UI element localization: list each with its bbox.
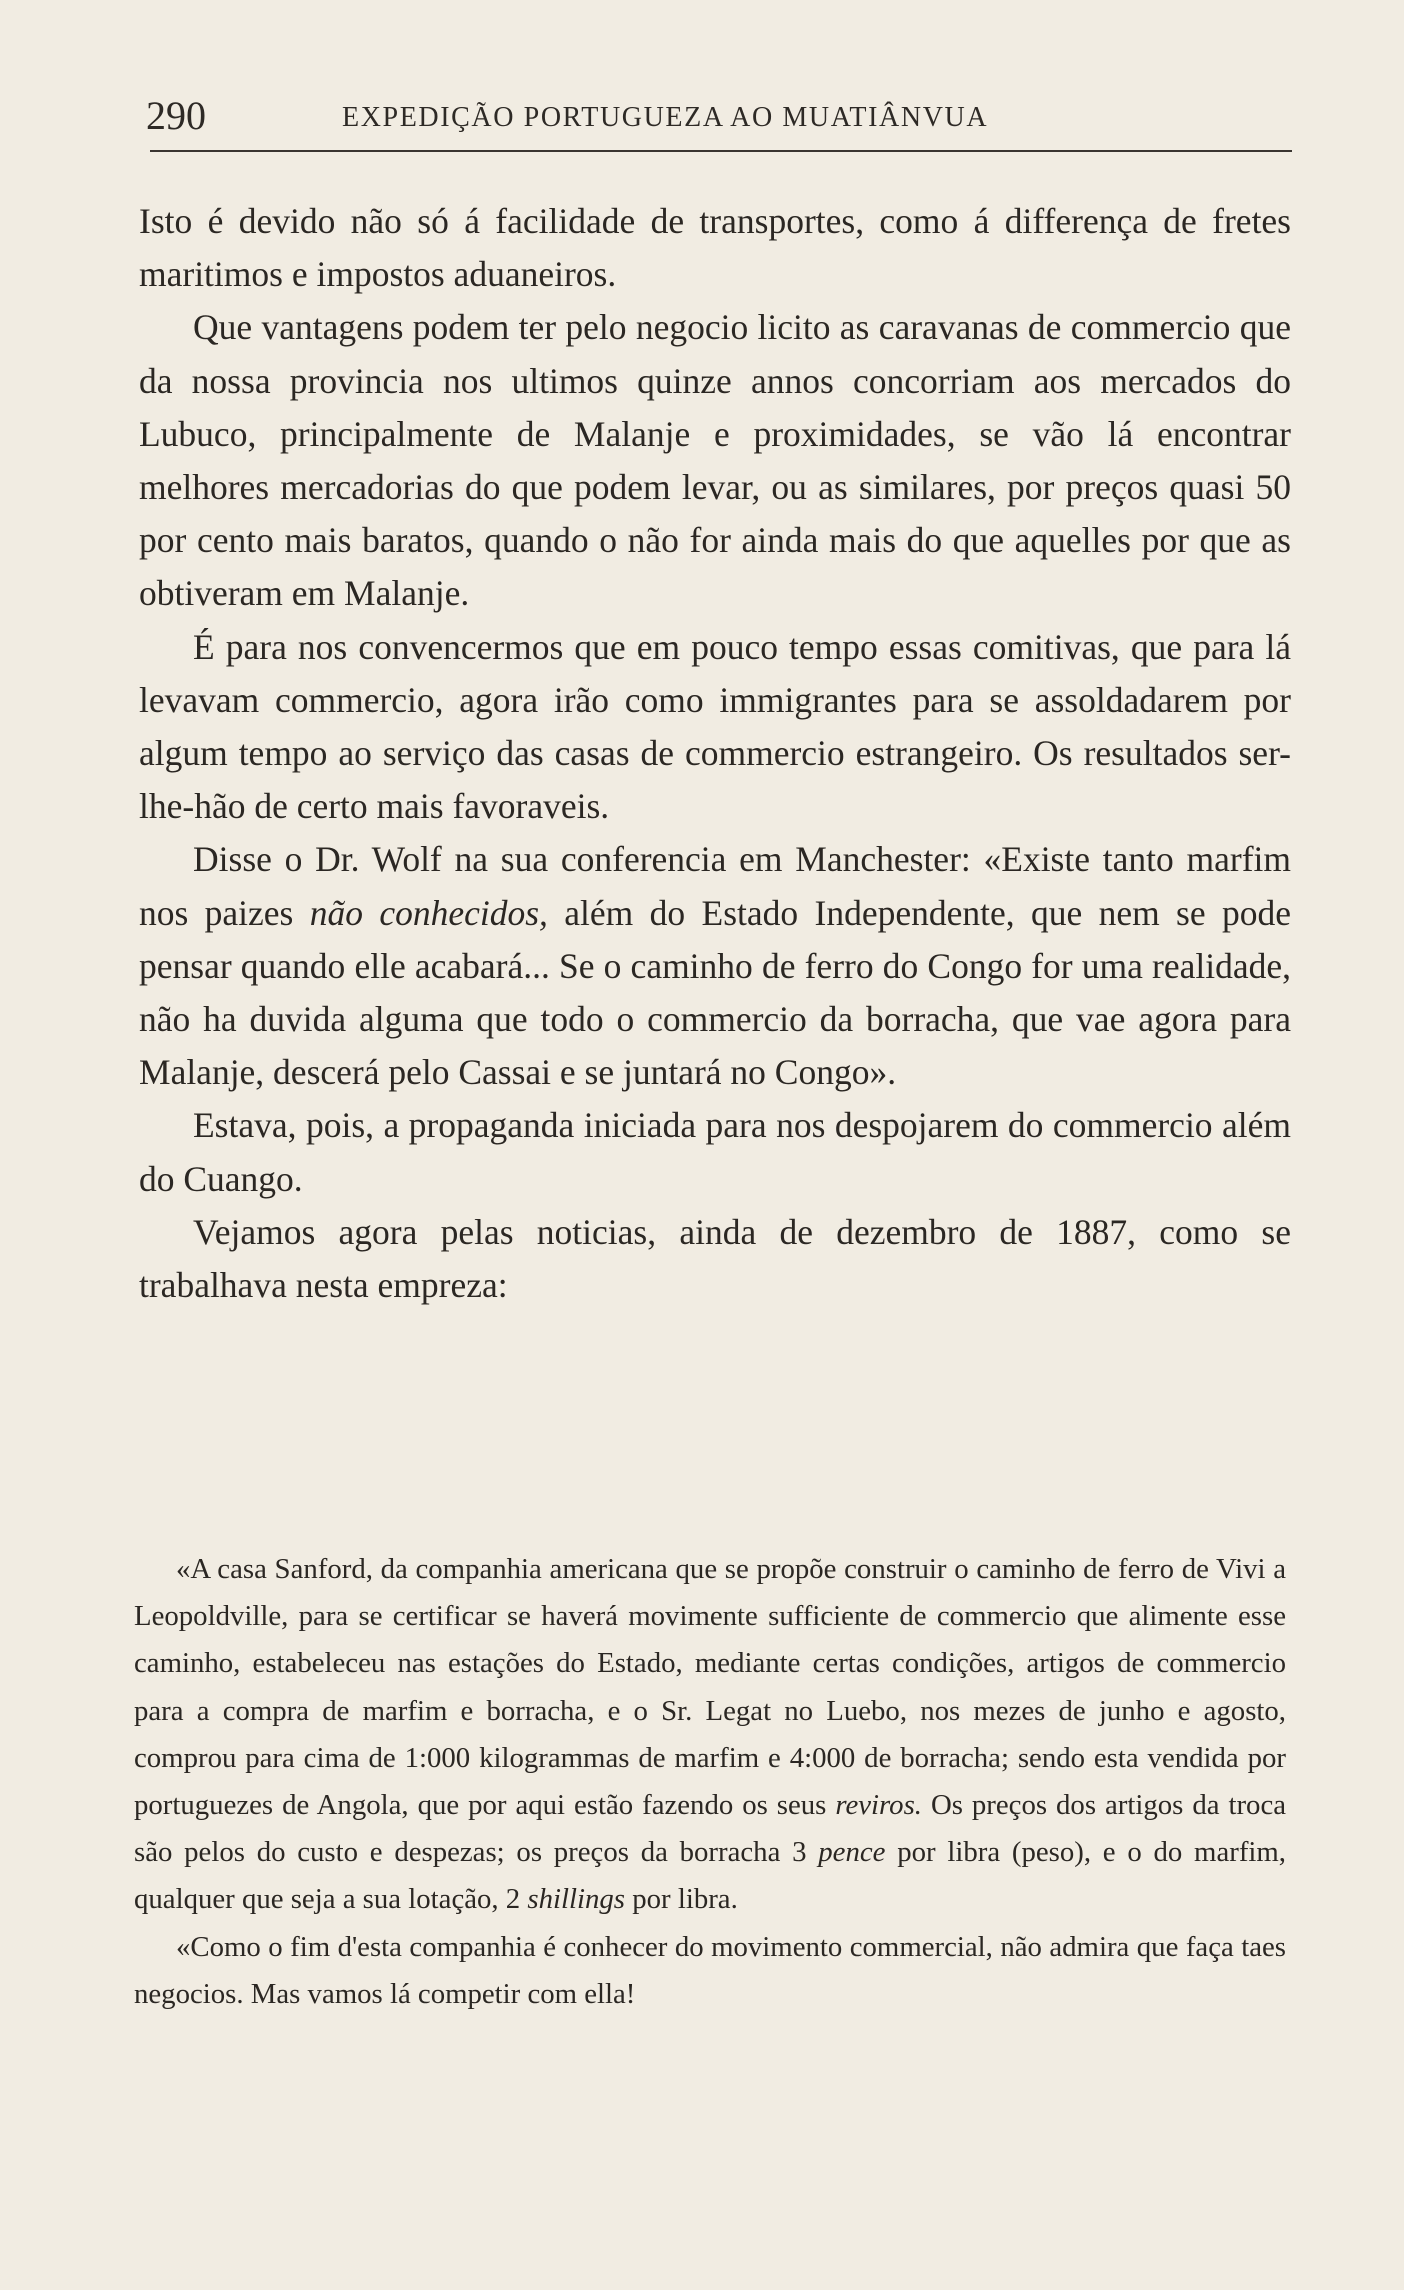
paragraph-6: Vejamos agora pelas noticias, ainda de dezembro de 1887, como se trabalhava nesta empreza:	[139, 1211, 1291, 1306]
page-number: 290	[146, 93, 206, 138]
page-header	[134, 86, 1294, 146]
quoted-news	[134, 1546, 1286, 2018]
quote-paragraph-1	[134, 1546, 1286, 1924]
quote-1-part-b: Os preços dos artigos da troca são pelos do custo e despezas; os preços da borracha 3	[134, 1789, 1287, 1869]
paragraph-4-part-a: Disse o Dr. Wolf na sua conferencia em Manchester: «Existe tanto marfim nos paizes	[139, 839, 1291, 933]
running-head: EXPEDIÇÃO PORTUGUEZA AO MUATIÂNVUA	[342, 102, 989, 133]
paragraph-4-emphasis: não conhecidos,	[309, 892, 548, 933]
quote-paragraph-2: «Como o fim d'esta companhia é conhecer do movimento commercial, não admira que faça taes negocios. Mas vamos lá competir com ella!	[134, 1930, 1286, 2010]
quote-1-emphasis-pence: pence	[818, 1836, 886, 1869]
quote-1-emphasis-shillings: shillings	[527, 1883, 626, 1916]
quote-1-emphasis-reviros: reviros.	[835, 1789, 922, 1822]
quote-1-part-a: «A casa Sanford, da companhia americana que se propõe construir o caminho de ferro de Vivi a Leopoldville, para se certificar se haverá movimente sufficiente de commercio que alimente esse caminho, estabeleceu nas estações do Estado, mediante certas condições, artigos de commercio para a compra de marfim e borracha, e o Sr. Legat no Luebo, nos mezes de junho e agosto, comprou para cima de 1:000 kilogrammas de marfim e 4:000 de borracha; sendo esta vendida por portuguezes de Angola, que por aqui estão fazendo os seus	[134, 1553, 1286, 1822]
paragraph-4	[139, 833, 1291, 1099]
quote-1-part-d: por libra.	[625, 1883, 738, 1916]
paragraph-3: É para nos convencermos que em pouco tempo essas comitivas, que para lá levavam commercio, agora irão como immigrantes para se assoldadarem por algum tempo ao serviço das casas de commercio estrangeiro. Os resultados ser-lhe-hão de certo mais favoraveis.	[139, 626, 1291, 827]
paragraph-1: Isto é devido não só á facilidade de transportes, como á differença de fretes maritimos e impostos aduaneiros.	[139, 201, 1291, 295]
paragraph-2: Que vantagens podem ter pelo negocio licito as caravanas de commercio que da nossa provincia nos ultimos quinze annos concorriam aos mercados do Lubuco, principalmente de Malanje e proximidades, se vão lá encontrar melhores mercadorias do que podem levar, ou as similares, por preços quasi 50 por cento mais baratos, quando o não for ainda mais do que aquelles por que as obtiveram em Malanje.	[139, 307, 1291, 614]
paragraph-4-part-b: além do Estado Independente, que nem se pode pensar quando elle acabará... Se o caminho de ferro do Congo for uma realidade, não ha duvida alguma que todo o commercio da borracha, que vae agora para Malanje, descerá pelo Cassai e se juntará no Congo».	[139, 892, 1291, 1093]
header-rule	[150, 150, 1292, 152]
quote-1-part-c: por libra (peso), e o do marfim, qualquer que seja a sua lotação, 2	[134, 1836, 1287, 1916]
main-text	[139, 195, 1291, 1312]
paragraph-5: Estava, pois, a propaganda iniciada para nos despojarem do commercio além do Cuango.	[139, 1105, 1291, 1199]
